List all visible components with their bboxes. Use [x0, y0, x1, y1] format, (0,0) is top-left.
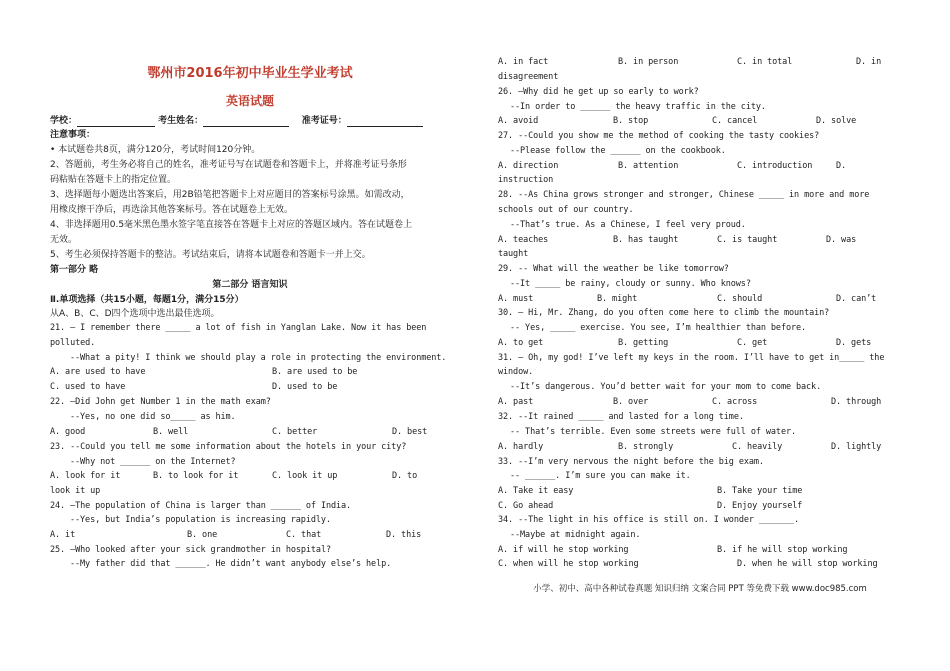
option-d[interactable]: D. can’t	[836, 294, 877, 304]
option-a[interactable]: A. avoid	[498, 116, 539, 126]
option-c[interactable]: C. heavily	[732, 442, 783, 452]
note-line: 4、非选择题用0.5毫米黑色墨水签字笔直接答在答题卡上对应的答题区域内。答在试题卷上	[50, 220, 413, 230]
question-33-options	[498, 485, 898, 497]
question-24-reply: --Yes, but India’s population is increasing rapidly.	[70, 515, 331, 525]
note-line: 用橡皮擦干净后，再选涂其他答案标号。答在试题卷上无效。	[50, 205, 294, 215]
question-30-options	[498, 337, 898, 349]
option-b[interactable]: B. in person	[618, 57, 679, 67]
question-21-options-2	[50, 381, 450, 393]
option-b[interactable]: B. has taught	[613, 235, 679, 245]
option-d[interactable]: D. in	[856, 57, 882, 67]
question-33-options-2	[498, 500, 898, 512]
exam-subtitle: 英语试题	[225, 94, 274, 108]
option-a[interactable]: A. in fact	[498, 57, 549, 67]
option-a[interactable]: A. if will he stop working	[498, 545, 629, 555]
question-27-reply: --Please follow the ______ on the cookbook.	[510, 146, 726, 156]
question-31-stem-cont: window.	[498, 367, 534, 377]
question-28-stem: 28. --As China grows stronger and stronger, Chinese _____ in more and more	[498, 190, 870, 200]
question-34-stem: 34. --The light in his office is still on. I wonder _______.	[498, 515, 800, 525]
question-32-options	[498, 441, 898, 453]
question-23-option-d-cont: look it up	[50, 486, 101, 496]
question-29-reply: --It _____ be rainy, cloudy or sunny. Who knows?	[510, 279, 751, 289]
option-b[interactable]: B. to look for it	[153, 471, 239, 481]
page-footer: 小学、初中、高中各种试卷真题 知识归纳 文案合同 PPT 等免费下载 www.doc985.com	[533, 584, 867, 594]
option-a[interactable]: A. Take it easy	[498, 486, 574, 496]
option-a[interactable]: A. to get	[498, 338, 544, 348]
option-b[interactable]: B. over	[613, 397, 649, 407]
exam-number-label: 准考证号：	[301, 116, 347, 126]
option-a[interactable]: A. past	[498, 397, 534, 407]
question-28-option-d-cont: taught	[498, 249, 529, 259]
question-31-reply: --It’s dangerous. You’d better wait for your mom to come back.	[510, 382, 822, 392]
question-34-options-2	[498, 558, 898, 570]
option-c[interactable]: C. get	[737, 338, 768, 348]
option-d[interactable]: D. lightly	[831, 442, 882, 452]
student-info-line	[50, 115, 423, 127]
question-25-option-d-cont: disagreement	[498, 72, 559, 82]
question-32-reply: -- That’s terrible. Even some streets were full of water.	[510, 427, 796, 437]
exam-title: 鄂州市2016年初中毕业生学业考试	[147, 66, 353, 81]
question-34-reply: --Maybe at midnight again.	[510, 530, 641, 540]
question-31-options	[498, 396, 898, 408]
question-25-stem: 25. –Who looked after your sick grandmother in hospital?	[50, 545, 331, 555]
question-26-stem: 26. –Why did he get up so early to work?	[498, 87, 699, 97]
question-29-options	[498, 293, 898, 305]
note-line: • 本试题卷共8页，满分120分，考试时间120分钟。	[50, 145, 261, 155]
option-d[interactable]: D. Enjoy yourself	[717, 501, 803, 511]
option-a[interactable]: A. good	[50, 427, 86, 437]
school-blank[interactable]	[77, 116, 155, 127]
question-30-reply: -- Yes, _____ exercise. You see, I’m healthier than before.	[510, 323, 807, 333]
question-23-reply: --Why not ______ on the Internet?	[70, 457, 236, 467]
question-21-reply: --What a pity! I think we should play a role in protecting the environment.	[70, 353, 447, 363]
section-instruction: 从A、B、C、D四个选项中选出最佳选项。	[50, 309, 220, 319]
question-26-options	[498, 115, 898, 127]
question-30-stem: 30. – Hi, Mr. Zhang, do you often come here to climb the mountain?	[498, 308, 830, 318]
question-27-options	[498, 160, 898, 172]
note-line: 码粘贴在答题卡上的指定位置。	[50, 175, 177, 185]
note-line: 无效。	[50, 235, 78, 245]
option-c[interactable]: C. in total	[737, 57, 793, 67]
option-b[interactable]: B. might	[597, 294, 638, 304]
option-a[interactable]: A. look for it	[50, 471, 121, 481]
question-22-reply: --Yes, no one did so_____ as him.	[70, 412, 236, 422]
question-22-options	[50, 426, 450, 438]
option-d[interactable]: D. through	[831, 397, 882, 407]
option-a[interactable]: A. teaches	[498, 235, 549, 245]
option-d[interactable]: D. solve	[816, 116, 857, 126]
option-a[interactable]: A. hardly	[498, 442, 544, 452]
note-line: 2、答题前，考生务必将自己的姓名，准考证号写在试题卷和答题卡上，并将准考证号条形	[50, 160, 407, 170]
notes-heading: 注意事项：	[50, 130, 96, 140]
option-a[interactable]: A. are used to have	[50, 367, 146, 377]
question-22-stem: 22. –Did John get Number 1 in the math exam?	[50, 397, 271, 407]
question-25-reply: --My father did that ______. He didn’t want anybody else’s help.	[70, 559, 392, 569]
option-c[interactable]: C. is taught	[717, 235, 778, 245]
option-c[interactable]: C. cancel	[712, 116, 758, 126]
name-blank[interactable]	[203, 116, 289, 127]
question-25-options	[498, 56, 898, 68]
option-c[interactable]: C. better	[272, 427, 318, 437]
exam-number-blank[interactable]	[347, 116, 423, 127]
option-c[interactable]: C. Go ahead	[498, 501, 554, 511]
option-d[interactable]: D. was	[826, 235, 857, 245]
question-23-options	[50, 470, 450, 482]
part-two-heading: 第二部分 语言知识	[212, 280, 288, 290]
question-23-stem: 23. --Could you tell me some information about the hotels in your city?	[50, 442, 407, 452]
section-heading: Ⅱ.单项选择（共15小题，每题1分，满分15分）	[50, 295, 244, 305]
option-c[interactable]: C. across	[712, 397, 758, 407]
question-33-reply: -- ______. I’m sure you can make it.	[510, 471, 691, 481]
option-c[interactable]: C. should	[717, 294, 763, 304]
school-label: 学校：	[50, 116, 78, 126]
question-27-option-d-cont: instruction	[498, 175, 554, 185]
name-label: 考生姓名：	[158, 116, 204, 126]
option-c[interactable]: C. used to have	[50, 382, 126, 392]
option-b[interactable]: B. Take your time	[717, 486, 803, 496]
option-d[interactable]: D. this	[386, 530, 422, 540]
question-27-stem: 27. --Could you show me the method of cooking the tasty cookies?	[498, 131, 820, 141]
question-32-stem: 32. --It rained _____ and lasted for a long time.	[498, 412, 744, 422]
option-b[interactable]: B. strongly	[618, 442, 674, 452]
question-28-stem-cont: schools out of our country.	[498, 205, 634, 215]
option-a[interactable]: A. direction	[498, 161, 559, 171]
option-d[interactable]: D. gets	[836, 338, 872, 348]
option-d[interactable]: D. best	[392, 427, 428, 437]
question-33-stem: 33. --I’m very nervous the night before the big exam.	[498, 457, 764, 467]
question-31-stem: 31. – Oh, my god! I’ve left my keys in the room. I’ll have to get in_____ the	[498, 353, 885, 363]
option-b[interactable]: B. getting	[618, 338, 669, 348]
option-d[interactable]: D. used to be	[272, 382, 338, 392]
question-24-options	[50, 529, 450, 541]
question-21-stem: 21. – I remember there _____ a lot of fish in Yanglan Lake. Now it has been	[50, 323, 427, 333]
note-line: 3、选择题每小题选出答案后，用2B铅笔把答题卡上对应题目的答案标号涂黑。如需改动，	[50, 190, 410, 200]
option-a[interactable]: A. must	[498, 294, 534, 304]
option-c[interactable]: C. when will he stop working	[498, 559, 639, 569]
option-c[interactable]: C. that	[286, 530, 322, 540]
option-d[interactable]: D.	[836, 161, 847, 171]
option-c[interactable]: C. introduction	[737, 161, 813, 171]
question-29-stem: 29. -- What will the weather be like tomorrow?	[498, 264, 729, 274]
question-34-options	[498, 544, 898, 556]
question-21-stem-cont: polluted.	[50, 338, 96, 348]
option-b[interactable]: B. are used to be	[272, 367, 358, 377]
option-d[interactable]: D. when he will stop working	[737, 559, 878, 569]
note-line: 5、考生必须保持答题卡的整洁。考试结束后，请将本试题卷和答题卡一并上交。	[50, 250, 371, 260]
option-d[interactable]: D. to	[392, 471, 418, 481]
option-b[interactable]: B. attention	[618, 161, 679, 171]
question-26-reply: --In order to ______ the heavy traffic in the city.	[510, 102, 766, 112]
option-c[interactable]: C. look it up	[272, 471, 338, 481]
option-b[interactable]: B. one	[187, 530, 218, 540]
question-28-options	[498, 234, 898, 246]
option-a[interactable]: A. it	[50, 530, 76, 540]
question-28-reply: --That’s true. As a Chinese, I feel very proud.	[510, 220, 746, 230]
option-b[interactable]: B. if he will stop working	[717, 545, 848, 555]
question-24-stem: 24. —The population of China is larger than ______ of India.	[50, 501, 352, 511]
option-b[interactable]: B. well	[153, 427, 189, 437]
question-21-options	[50, 366, 450, 378]
part-one-heading: 第一部分 略	[50, 265, 99, 275]
option-b[interactable]: B. stop	[613, 116, 649, 126]
